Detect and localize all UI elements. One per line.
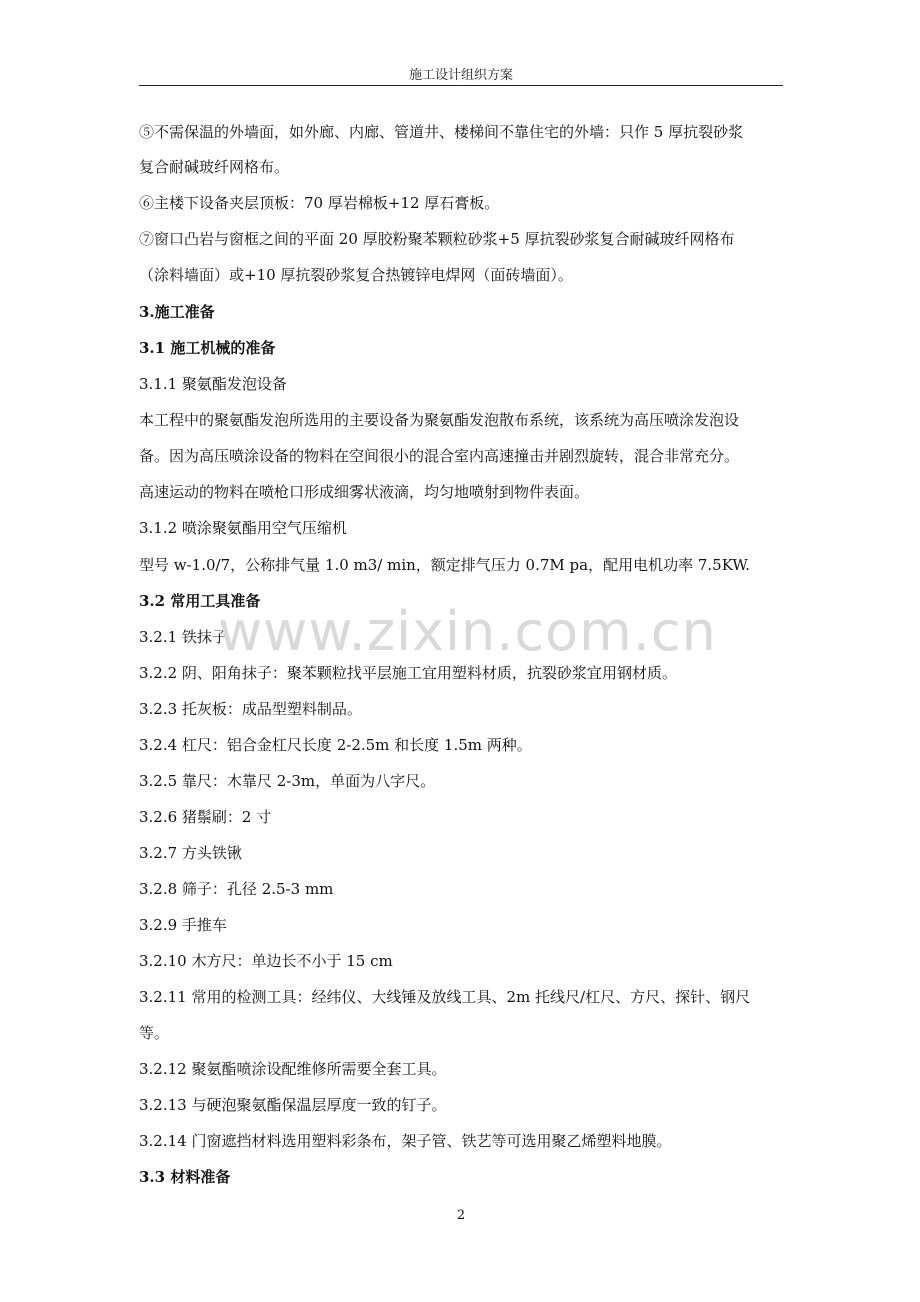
watermark: www.zixin.com.cn (218, 600, 717, 663)
page-number: 2 (456, 1208, 466, 1223)
text-line: 3.2.10 木方尺：单边长不小于 15 cm (139, 952, 393, 970)
text-line: 3.2.9 手推车 (139, 916, 227, 934)
section-heading: 3.2 常用工具准备 (139, 592, 261, 610)
text-line: 高速运动的物料在喷枪口形成细雾状液滴，均匀地喷射到物件表面。 (139, 483, 590, 501)
text-line: 3.2.3 托灰板：成品型塑料制品。 (139, 700, 362, 718)
text-line: 3.2.8 筛子：孔径 2.5-3 mm (139, 880, 334, 898)
text-line: 3.2.4 杠尺：铝合金杠尺长度 2-2.5m 和长度 1.5m 两种。 (139, 736, 532, 754)
text-line: ⑤不需保温的外墙面，如外廊、内廊、管道井、楼梯间不靠住宅的外墙：只作 5 厚抗裂砂浆 (139, 123, 744, 141)
section-heading: 3.3 材料准备 (139, 1168, 231, 1186)
section-heading: 3.施工准备 (139, 303, 215, 321)
text-line: 3.2.7 方头铁锹 (139, 844, 242, 862)
text-line: 等。 (139, 1024, 170, 1042)
text-line: 3.2.14 门窗遮挡材料选用塑料彩条布，架子管、铁艺等可选用聚乙烯塑料地膜。 (139, 1132, 672, 1150)
page-header-title: 施工设计组织方案 (408, 68, 513, 83)
text-line: 3.2.11 常用的检测工具：经纬仪、大线锤及放线工具、2m 托线尺/杠尺、方尺、探针、钢尺 (139, 988, 751, 1006)
text-line: 备。因为高压喷涂设备的物料在空间很小的混合室内高速撞击并剧烈旋转，混合非常充分。 (139, 447, 740, 465)
text-line: 3.2.5 靠尺：木靠尺 2-3m，单面为八字尺。 (139, 772, 436, 790)
text-line: 3.2.6 猪鬃刷：2 寸 (139, 808, 272, 826)
text-line: 3.2.12 聚氨酯喷涂设配维修所需要全套工具。 (139, 1060, 447, 1078)
text-line: 3.2.1 铁抹子 (139, 628, 227, 646)
text-line: （涂料墙面）或+10 厚抗裂砂浆复合热镀锌电焊网（面砖墙面）。 (139, 266, 573, 284)
text-line: 型号 w-1.0/7，公称排气量 1.0 m3/ min，额定排气压力 0.7M pa，配用电机功率 7.5KW. (139, 556, 750, 574)
text-line: 3.1.2 喷涂聚氨酯用空气压缩机 (139, 519, 347, 537)
header-divider (139, 85, 783, 86)
text-line: 3.2.2 阴、阳角抹子：聚苯颗粒找平层施工宜用塑料材质，抗裂砂浆宜用钢材质。 (139, 664, 677, 682)
text-line: 3.2.13 与硬泡聚氨酯保温层厚度一致的钉子。 (139, 1096, 447, 1114)
text-line: ⑦窗口凸岩与窗框之间的平面 20 厚胶粉聚苯颗粒砂浆+5 厚抗裂砂浆复合耐碱玻纤网格布 (139, 230, 735, 248)
text-line: 本工程中的聚氨酯发泡所选用的主要设备为聚氨酯发泡散布系统，该系统为高压喷涂发泡设 (139, 411, 740, 429)
text-line: ⑥主楼下设备夹层顶板：70 厚岩棉板+12 厚石膏板。 (139, 194, 500, 212)
text-line: 复合耐碱玻纤网格布。 (139, 158, 290, 176)
section-heading: 3.1 施工机械的准备 (139, 339, 276, 357)
text-line: 3.1.1 聚氨酯发泡设备 (139, 375, 287, 393)
